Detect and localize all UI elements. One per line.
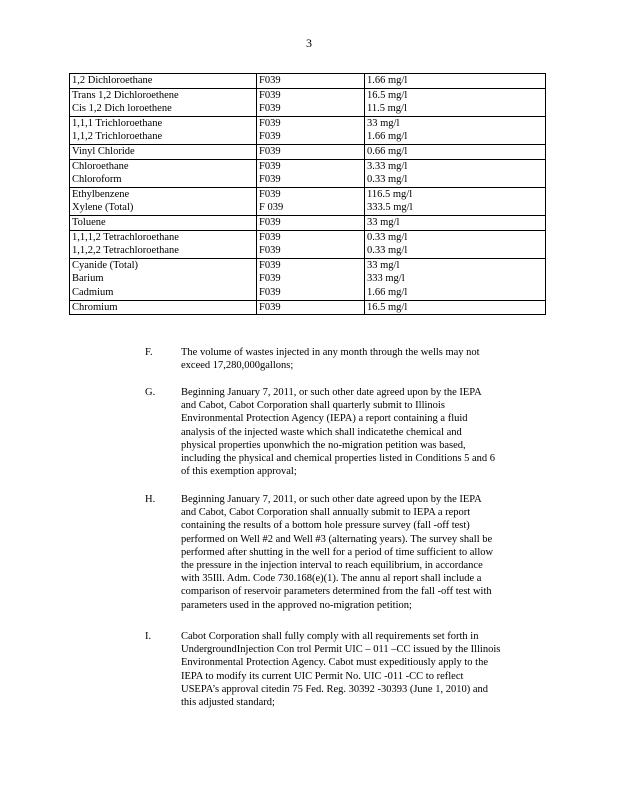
chemical-name: 1,1,1 Trichloroethane — [70, 116, 257, 130]
table-row — [70, 74, 546, 89]
text-line: exceed 17,280,000gallons; — [181, 360, 294, 372]
text-line: the pressure in the injection interval to reach equilibrium, in accordance — [181, 560, 483, 572]
text-line: and Cabot, Cabot Corporation shall quarterly submit to Illinois — [181, 400, 445, 412]
text-line: IEPA to modify its current UIC Permit No. UIC -011 -CC to reflect — [181, 670, 464, 682]
waste-code: F039 — [257, 159, 365, 173]
text-line: including the physical and chemical properties listed in Conditions 5 and 6 — [181, 453, 496, 465]
page-number: 3 — [306, 36, 312, 50]
table-row — [70, 130, 546, 144]
text-line: performed after shutting in the well for a period of time sufficient to allow — [181, 546, 494, 558]
waste-code: F039 — [257, 102, 365, 116]
table-row — [70, 201, 546, 215]
chemical-name: Chromium — [70, 300, 257, 315]
chemical-name: 1,2 Dichloroethane — [70, 74, 257, 89]
concentration-limit: 16.5 mg/l — [365, 88, 546, 102]
text-line: Environmental Protection Agency (IEPA) a report containing a fluid — [181, 413, 468, 425]
text-line: containing the results of a bottom hole pressure survey (fall -off test) — [181, 520, 470, 532]
text-line: USEPA’s approval citedin 75 Fed. Reg. 30392 -30393 (June 1, 2010) and — [181, 683, 489, 695]
waste-code: F039 — [257, 144, 365, 159]
table-row — [70, 286, 546, 300]
table-row — [70, 258, 546, 272]
text-line: physical properties uponwhich the no-migration petition was based, — [181, 439, 466, 451]
text-line: with 35Ill. Adm. Code 730.168(e)(1). The annu al report shall include a — [181, 573, 482, 585]
concentration-limit: 33 mg/l — [365, 215, 546, 230]
chemical-name: Barium — [70, 272, 257, 286]
concentration-limit: 0.33 mg/l — [365, 244, 546, 258]
condition-text — [181, 386, 543, 478]
waste-code: F039 — [257, 215, 365, 230]
text-line: this adjusted standard; — [181, 697, 275, 709]
waste-code: F039 — [257, 286, 365, 300]
chemical-limits-table — [69, 73, 546, 315]
waste-code: F039 — [257, 230, 365, 244]
table-row — [70, 187, 546, 201]
text-line: and Cabot, Cabot Corporation shall annually submit to IEPA a report — [181, 507, 471, 519]
text-line: Environmental Protection Agency. Cabot must expeditiously apply to the — [181, 657, 488, 669]
table-row — [70, 102, 546, 116]
concentration-limit: 0.33 mg/l — [365, 173, 546, 187]
chemical-name: Cadmium — [70, 286, 257, 300]
waste-code: F039 — [257, 300, 365, 315]
condition-text — [181, 493, 543, 612]
table-row — [70, 159, 546, 173]
waste-code: F 039 — [257, 201, 365, 215]
table-row — [70, 88, 546, 102]
chemical-name: Xylene (Total) — [70, 201, 257, 215]
chemical-name: Toluene — [70, 215, 257, 230]
concentration-limit: 333 mg/l — [365, 272, 546, 286]
concentration-limit: 0.33 mg/l — [365, 230, 546, 244]
waste-code: F039 — [257, 88, 365, 102]
chemical-name: Ethylbenzene — [70, 187, 257, 201]
chemical-name: Chloroform — [70, 173, 257, 187]
concentration-limit: 33 mg/l — [365, 116, 546, 130]
condition-letter: F. — [145, 347, 153, 358]
waste-code: F039 — [257, 272, 365, 286]
table-row — [70, 300, 546, 315]
table-row — [70, 230, 546, 244]
concentration-limit: 333.5 mg/l — [365, 201, 546, 215]
text-line: comparison of reservoir parameters determined from the fall -off test with — [181, 586, 492, 598]
concentration-limit: 33 mg/l — [365, 258, 546, 272]
text-line: Beginning January 7, 2011, or such other date agreed upon by the IEPA — [181, 387, 482, 398]
chemical-name: 1,1,2,2 Tetrachloroethane — [70, 244, 257, 258]
concentration-limit: 1.66 mg/l — [365, 130, 546, 144]
table-row — [70, 173, 546, 187]
condition-letter: G. — [145, 387, 156, 398]
waste-code: F039 — [257, 187, 365, 201]
text-line: The volume of wastes injected in any month through the wells may not — [181, 347, 480, 358]
chemical-name: Chloroethane — [70, 159, 257, 173]
waste-code: F039 — [257, 116, 365, 130]
concentration-limit: 3.33 mg/l — [365, 159, 546, 173]
waste-code: F039 — [257, 173, 365, 187]
concentration-limit: 0.66 mg/l — [365, 144, 546, 159]
condition-letter: H. — [145, 494, 156, 505]
table-row — [70, 144, 546, 159]
waste-code: F039 — [257, 258, 365, 272]
text-line: parameters used in the approved no-migration petition; — [181, 599, 412, 611]
text-line: of this exemption approval; — [181, 466, 297, 478]
waste-code: F039 — [257, 244, 365, 258]
chemical-name: Cyanide (Total) — [70, 258, 257, 272]
text-line: Beginning January 7, 2011, or such other date agreed upon by the IEPA — [181, 494, 482, 505]
table-row — [70, 116, 546, 130]
concentration-limit: 116.5 mg/l — [365, 187, 546, 201]
text-line: Cabot Corporation shall fully comply with all requirements set forth in — [181, 631, 479, 642]
chemical-name: Cis 1,2 Dich loroethene — [70, 102, 257, 116]
chemical-name: Trans 1,2 Dichloroethene — [70, 88, 257, 102]
condition-letter: I. — [145, 631, 152, 642]
table-row — [70, 272, 546, 286]
waste-code: F039 — [257, 74, 365, 89]
chemical-name: 1,1,2 Trichloroethane — [70, 130, 257, 144]
condition-text — [181, 630, 543, 709]
table-row — [70, 215, 546, 230]
condition-text — [181, 346, 543, 372]
text-line: performed on Well #2 and Well #3 (alternating years). The survey shall be — [181, 533, 493, 545]
concentration-limit: 1.66 mg/l — [365, 74, 546, 89]
chemical-name: 1,1,1,2 Tetrachloroethane — [70, 230, 257, 244]
text-line: UndergroundInjection Con trol Permit UIC – 011 –CC issued by the Illinois — [181, 644, 501, 656]
table-row — [70, 244, 546, 258]
concentration-limit: 11.5 mg/l — [365, 102, 546, 116]
concentration-limit: 16.5 mg/l — [365, 300, 546, 315]
concentration-limit: 1.66 mg/l — [365, 286, 546, 300]
text-line: analysis of the injected waste which shall indicatethe chemical and — [181, 426, 462, 438]
chemical-name: Vinyl Chloride — [70, 144, 257, 159]
waste-code: F039 — [257, 130, 365, 144]
